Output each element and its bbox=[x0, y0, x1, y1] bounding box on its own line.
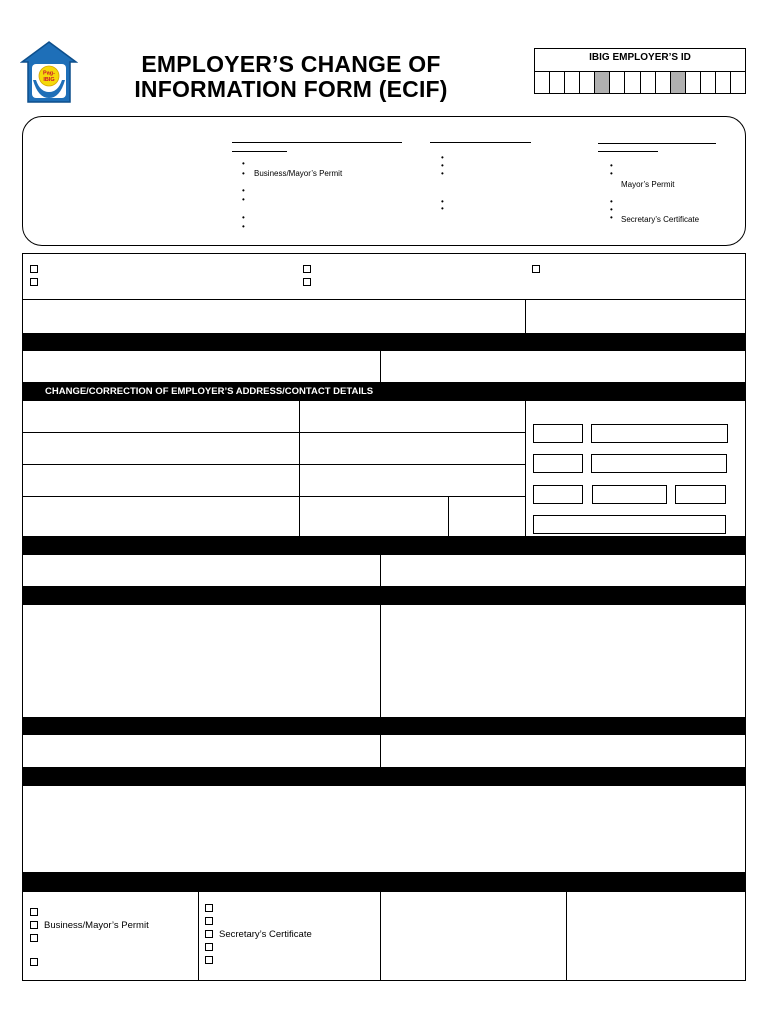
id-cell[interactable] bbox=[716, 72, 731, 93]
section-bar bbox=[22, 872, 746, 892]
col-divider bbox=[198, 892, 199, 981]
req-business-permit: Business/Mayor’s Permit bbox=[254, 169, 343, 178]
checkbox-icon[interactable] bbox=[30, 278, 38, 286]
logo-text-bottom: IBIG bbox=[43, 77, 55, 83]
requirements-heading-line bbox=[430, 142, 531, 143]
id-cell[interactable] bbox=[731, 72, 745, 93]
employer-name-field[interactable] bbox=[23, 300, 524, 333]
col-divider bbox=[448, 496, 449, 536]
col-divider bbox=[299, 401, 300, 536]
id-cell[interactable] bbox=[656, 72, 671, 93]
requirements-heading-line bbox=[232, 142, 402, 143]
id-cell[interactable] bbox=[625, 72, 640, 93]
col-divider bbox=[566, 892, 567, 981]
bullet: • bbox=[242, 195, 245, 204]
employer-id-box bbox=[534, 48, 746, 94]
section-bar bbox=[22, 586, 746, 605]
id-cell[interactable] bbox=[686, 72, 701, 93]
bullet: • bbox=[610, 169, 613, 178]
bullet: • bbox=[441, 169, 444, 178]
checkbox-icon[interactable] bbox=[30, 265, 38, 273]
bullet: • bbox=[441, 197, 444, 206]
section1-right-field[interactable] bbox=[381, 352, 745, 382]
bullet: • bbox=[242, 159, 245, 168]
col-divider bbox=[380, 735, 381, 767]
section-bar bbox=[22, 767, 746, 786]
bullet: • bbox=[610, 161, 613, 170]
checkbox-icon[interactable] bbox=[205, 917, 213, 925]
bullet: • bbox=[242, 169, 245, 178]
fax-number-input[interactable] bbox=[591, 454, 727, 473]
section-bar bbox=[22, 717, 746, 735]
bullet: • bbox=[242, 186, 245, 195]
section-bar bbox=[22, 536, 746, 555]
id-cell[interactable] bbox=[701, 72, 716, 93]
checkbox-icon[interactable] bbox=[30, 934, 38, 942]
logo-text-top: Pag- bbox=[43, 70, 55, 77]
id-cell[interactable] bbox=[580, 72, 595, 93]
section-bar bbox=[22, 333, 746, 351]
row-divider bbox=[22, 496, 526, 497]
col-divider bbox=[380, 555, 381, 586]
title-line-2: INFORMATION FORM (ECIF) bbox=[134, 76, 448, 102]
section1-left-field[interactable] bbox=[23, 352, 379, 382]
col-divider bbox=[380, 892, 381, 981]
row-divider bbox=[22, 464, 526, 465]
id-cell-separator bbox=[595, 72, 610, 93]
employer-id-cells[interactable] bbox=[535, 71, 745, 93]
checklist-secretary-certificate: Secretary’s Certificate bbox=[219, 929, 312, 940]
pagibig-logo bbox=[20, 40, 78, 106]
fax-area-code-input[interactable] bbox=[533, 454, 583, 473]
checkbox-icon[interactable] bbox=[30, 958, 38, 966]
id-cell[interactable] bbox=[610, 72, 625, 93]
requirements-subheading-line bbox=[232, 151, 287, 152]
checkbox-icon[interactable] bbox=[30, 908, 38, 916]
bullet: • bbox=[242, 222, 245, 231]
col-divider bbox=[525, 401, 526, 536]
email-input[interactable] bbox=[533, 515, 726, 534]
checkbox-icon[interactable] bbox=[303, 265, 311, 273]
checkbox-icon[interactable] bbox=[532, 265, 540, 273]
checkbox-icon[interactable] bbox=[30, 921, 38, 929]
checklist-business-permit: Business/Mayor’s Permit bbox=[44, 920, 149, 931]
bullet: • bbox=[441, 204, 444, 213]
req-secretary-certificate: Secretary’s Certificate bbox=[621, 215, 700, 224]
requirements-heading-line bbox=[598, 143, 716, 144]
bullet: • bbox=[610, 213, 613, 222]
phone-area-code-input[interactable] bbox=[533, 424, 583, 443]
bullet: • bbox=[441, 161, 444, 170]
id-cell-separator bbox=[671, 72, 686, 93]
row-divider bbox=[22, 432, 526, 433]
bullet: • bbox=[242, 213, 245, 222]
checkbox-icon[interactable] bbox=[205, 904, 213, 912]
mobile-suffix-input[interactable] bbox=[675, 485, 726, 504]
address-section-title: CHANGE/CORRECTION OF EMPLOYER’S ADDRESS/CONTACT DETAILS bbox=[45, 386, 374, 397]
checkbox-icon[interactable] bbox=[303, 278, 311, 286]
col-divider bbox=[380, 605, 381, 717]
title-line-1: EMPLOYER’S CHANGE OF bbox=[141, 51, 441, 77]
id-cell[interactable] bbox=[550, 72, 565, 93]
mobile-prefix-input[interactable] bbox=[533, 485, 583, 504]
requirements-subheading-line bbox=[598, 151, 658, 152]
checkbox-icon[interactable] bbox=[205, 930, 213, 938]
id-cell[interactable] bbox=[565, 72, 580, 93]
form-title bbox=[100, 52, 482, 102]
id-cell[interactable] bbox=[641, 72, 656, 93]
bullet: • bbox=[441, 153, 444, 162]
mobile-number-input[interactable] bbox=[592, 485, 667, 504]
phone-number-input[interactable] bbox=[591, 424, 728, 443]
employer-id-label: IBIG EMPLOYER’S ID bbox=[589, 52, 691, 63]
bullet: • bbox=[610, 205, 613, 214]
id-cell[interactable] bbox=[535, 72, 550, 93]
checkbox-icon[interactable] bbox=[205, 943, 213, 951]
bullet: • bbox=[610, 197, 613, 206]
name-side-field[interactable] bbox=[526, 300, 745, 333]
req-mayors-permit: Mayor’s Permit bbox=[621, 180, 675, 189]
checkbox-icon[interactable] bbox=[205, 956, 213, 964]
